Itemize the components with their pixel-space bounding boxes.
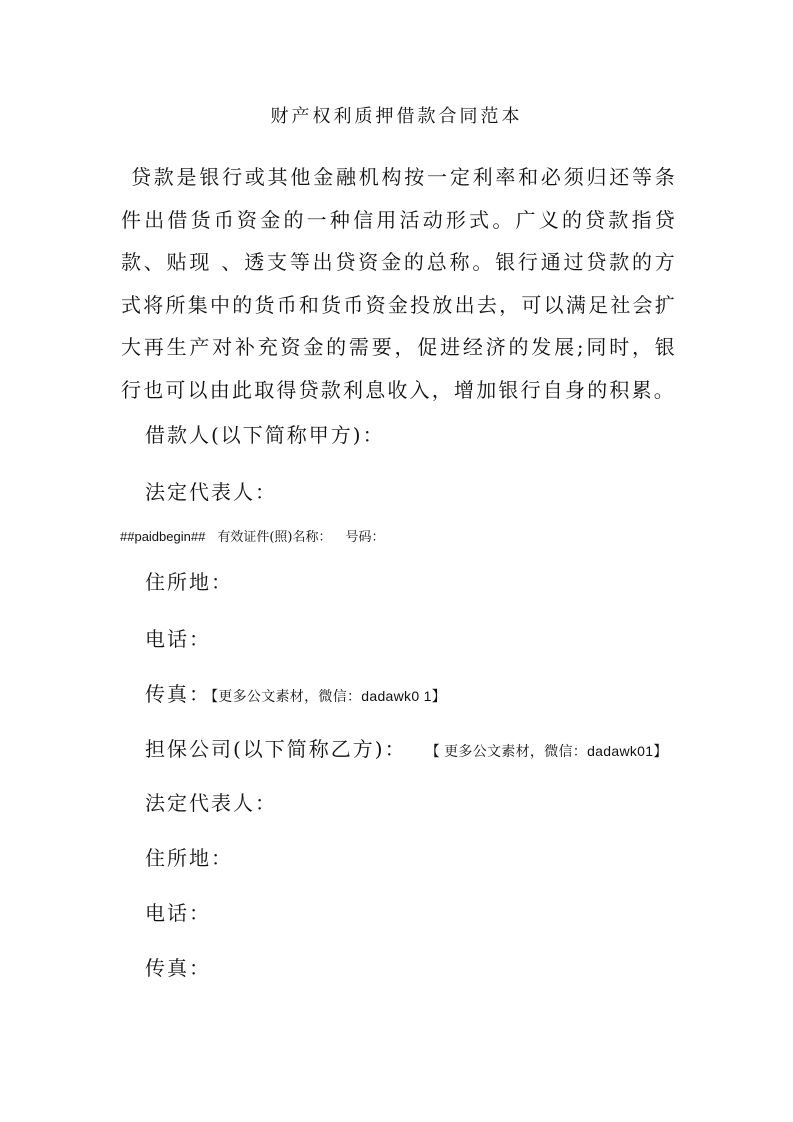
party-a-heading: 借款人(以下简称甲方)： — [145, 423, 385, 447]
paid-begin-marker: ##paidbegin## — [120, 529, 206, 544]
party-b-fax-label: 传真： — [145, 956, 211, 980]
party-b-heading-row — [145, 735, 668, 765]
document-title: 财产权利质押借款合同范本 — [270, 106, 523, 127]
party-b-legal-rep-label: 法定代表人： — [145, 791, 277, 815]
id-number-label: 号码： — [345, 530, 385, 545]
party-b-promo-note: 【 更多公文素材，微信：dadawk01】 — [432, 743, 668, 759]
party-a-fax-promo-note: 【更多公文素材，微信：dadawk0 1】 — [211, 688, 447, 704]
party-a-legal-rep-label: 法定代表人： — [145, 480, 277, 504]
party-a-fax-row — [145, 680, 446, 710]
party-a-fax-label: 传真： — [145, 682, 211, 706]
party-b-address-label: 住所地： — [145, 846, 233, 870]
party-a-phone-label: 电话： — [145, 627, 211, 651]
party-a-address-label: 住所地： — [145, 570, 233, 594]
intro-paragraph: 贷款是银行或其他金融机构按一定利率和必须归还等条件出借货币资金的一种信用活动形式。广义的贷款指贷款、贴现 、透支等出贷资金的总称。银行通过贷款的方式将所集中的货币和货币资金投放出去，可以满足社会扩大再生产对补充资金的需要，促进经济的发展;同时，银行也可以由此取得贷款利息收入，增加银行自身的积累。 — [121, 165, 677, 402]
party-a-id-line — [120, 528, 384, 547]
party-b-phone-label: 电话： — [145, 901, 211, 925]
id-document-label: 有效证件(照)名称： — [217, 530, 332, 545]
party-b-heading: 担保公司(以下简称乙方)： — [145, 737, 407, 761]
